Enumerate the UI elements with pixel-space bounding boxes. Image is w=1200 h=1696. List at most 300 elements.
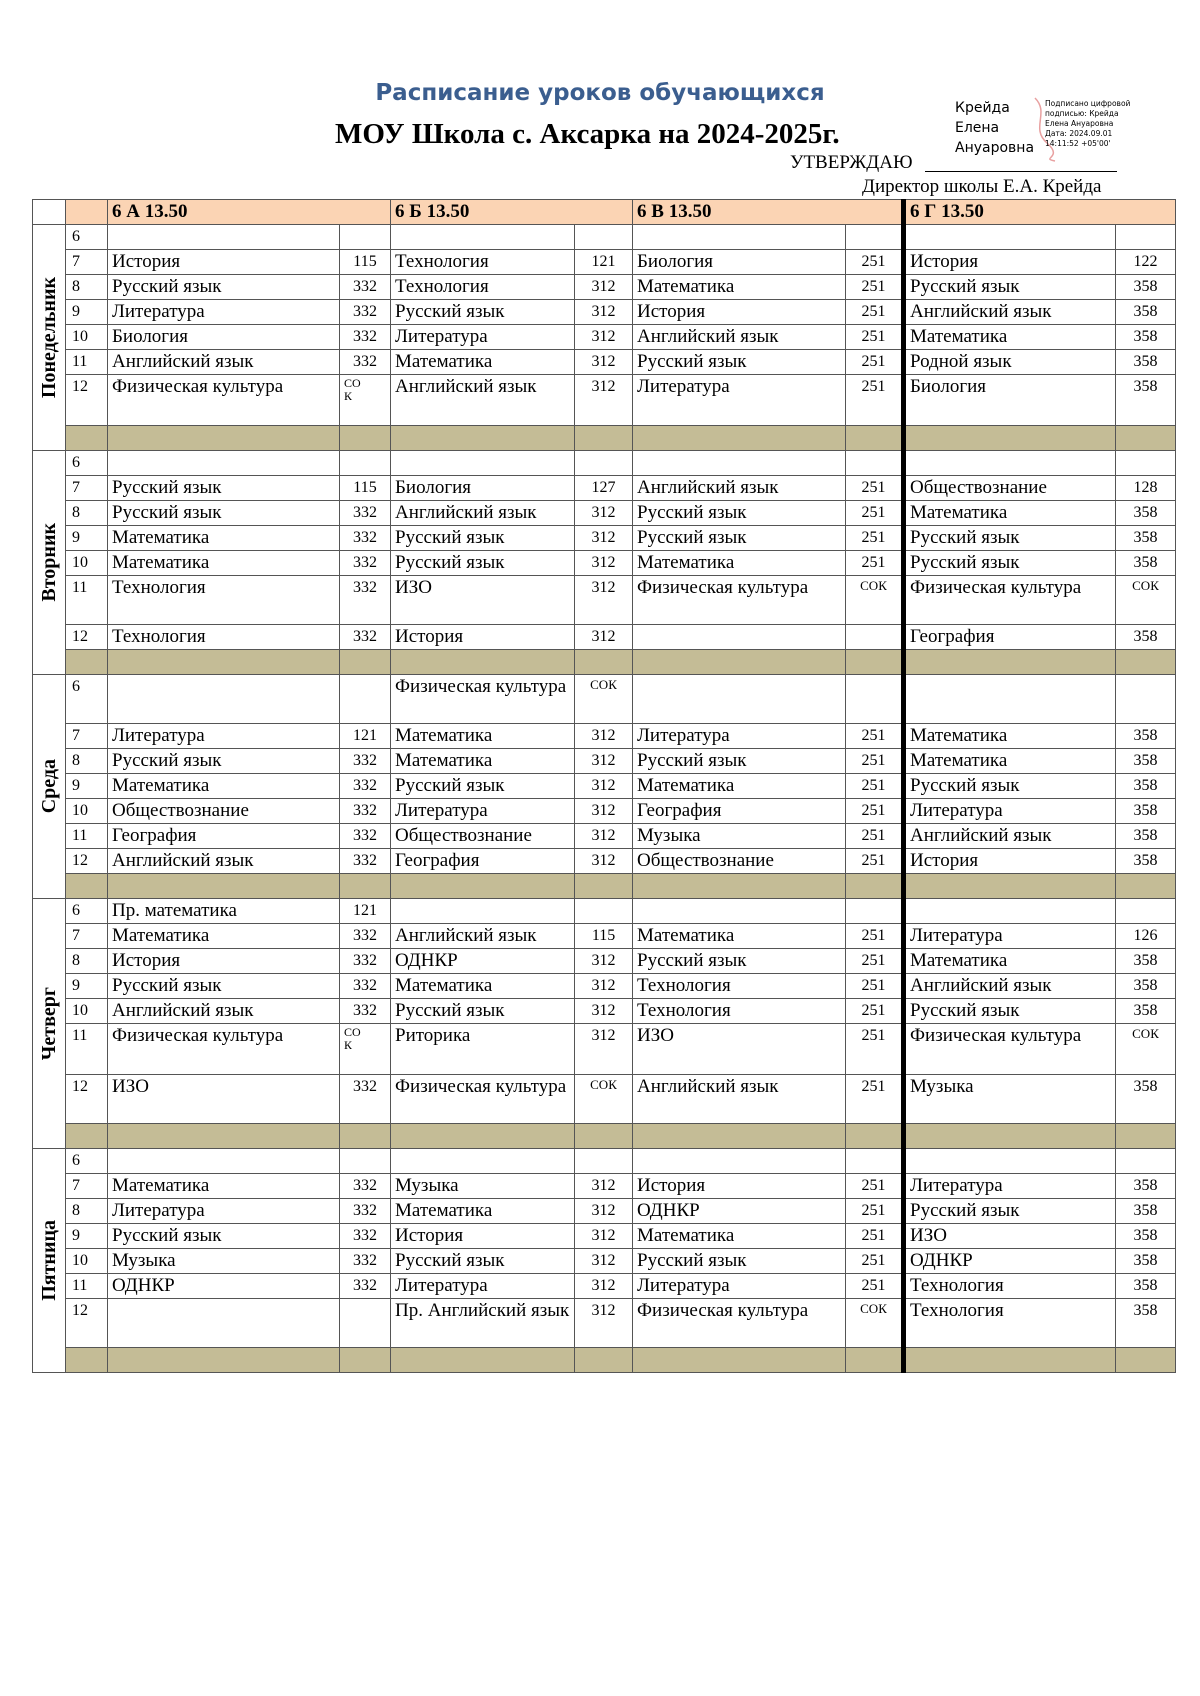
room-cell: СО К xyxy=(340,375,391,426)
separator-cell xyxy=(904,1124,1116,1149)
lesson-number: 9 xyxy=(66,974,108,999)
lesson-number: 11 xyxy=(66,1274,108,1299)
room-cell: 312 xyxy=(575,325,633,350)
room-cell: 332 xyxy=(340,1224,391,1249)
room-cell xyxy=(846,625,904,650)
lesson-number: 6 xyxy=(66,451,108,476)
room-cell xyxy=(1116,225,1176,250)
room-cell: 358 xyxy=(1116,350,1176,375)
subject-cell xyxy=(108,675,340,724)
room-cell: 251 xyxy=(846,275,904,300)
room-cell: 332 xyxy=(340,924,391,949)
schedule-title: Расписание уроков обучающихся xyxy=(375,80,825,106)
room-cell: 332 xyxy=(340,325,391,350)
subject-cell: Английский язык xyxy=(108,350,340,375)
lesson-number: 8 xyxy=(66,501,108,526)
separator-cell xyxy=(904,874,1116,899)
subject-cell: История xyxy=(108,250,340,275)
digital-signature-details xyxy=(1045,99,1175,149)
subject-cell: Русский язык xyxy=(108,275,340,300)
lesson-number: 10 xyxy=(66,799,108,824)
lesson-number: 10 xyxy=(66,325,108,350)
room-cell: 332 xyxy=(340,1075,391,1124)
room-cell: 332 xyxy=(340,1249,391,1274)
subject-cell: История xyxy=(904,250,1116,275)
subject-cell: Математика xyxy=(108,1174,340,1199)
room-cell: 358 xyxy=(1116,724,1176,749)
subject-cell xyxy=(904,899,1116,924)
room-cell xyxy=(575,451,633,476)
room-cell: 312 xyxy=(575,749,633,774)
room-cell: 332 xyxy=(340,350,391,375)
day-name: Пятница xyxy=(38,1220,60,1301)
subject-cell: Математика xyxy=(633,924,846,949)
day-label-cell xyxy=(33,1149,66,1373)
subject-cell xyxy=(108,1299,340,1348)
subject-cell xyxy=(904,675,1116,724)
room-cell: 115 xyxy=(575,924,633,949)
room-cell: 121 xyxy=(575,250,633,275)
subject-cell: Русский язык xyxy=(391,999,575,1024)
room-cell: 332 xyxy=(340,949,391,974)
lesson-number: 12 xyxy=(66,375,108,426)
class-header: 6 Б 13.50 xyxy=(391,200,633,225)
subject-cell: Обществознание xyxy=(391,824,575,849)
lesson-row xyxy=(33,799,1176,824)
lesson-row xyxy=(33,999,1176,1024)
subject-cell: Физическая культура xyxy=(108,375,340,426)
room-cell: 332 xyxy=(340,275,391,300)
room-cell: 358 xyxy=(1116,526,1176,551)
subject-cell: Литература xyxy=(391,799,575,824)
class-header: 6 А 13.50 xyxy=(108,200,391,225)
subject-cell: Литература xyxy=(108,1199,340,1224)
room-cell: СОК xyxy=(575,675,633,724)
subject-cell xyxy=(391,225,575,250)
room-cell: 358 xyxy=(1116,625,1176,650)
subject-cell: Литература xyxy=(633,1274,846,1299)
subject-cell: История xyxy=(108,949,340,974)
subject-cell xyxy=(904,225,1116,250)
separator-cell xyxy=(391,650,575,675)
separator-cell xyxy=(1116,1124,1176,1149)
subject-cell: Физическая культура xyxy=(108,1024,340,1075)
subject-cell: География xyxy=(904,625,1116,650)
room-cell: 332 xyxy=(340,799,391,824)
subject-cell xyxy=(633,625,846,650)
lesson-row xyxy=(33,924,1176,949)
lesson-number: 8 xyxy=(66,275,108,300)
subject-cell: Русский язык xyxy=(633,949,846,974)
separator-cell xyxy=(1116,650,1176,675)
room-cell: 332 xyxy=(340,300,391,325)
room-cell xyxy=(340,451,391,476)
class-header: 6 В 13.50 xyxy=(633,200,904,225)
separator-cell xyxy=(846,426,904,451)
subject-cell: История xyxy=(391,1224,575,1249)
approve-signature-line xyxy=(925,171,1117,172)
day-separator-row xyxy=(33,1348,1176,1373)
lesson-row xyxy=(33,300,1176,325)
lesson-row xyxy=(33,1075,1176,1124)
lesson-row xyxy=(33,1224,1176,1249)
subject-cell: География xyxy=(108,824,340,849)
room-cell: 251 xyxy=(846,1224,904,1249)
subject-cell: Математика xyxy=(904,724,1116,749)
lesson-row xyxy=(33,749,1176,774)
subject-cell: Риторика xyxy=(391,1024,575,1075)
room-cell: 251 xyxy=(846,325,904,350)
separator-cell xyxy=(846,1124,904,1149)
subject-cell: Английский язык xyxy=(391,924,575,949)
room-cell: СОК xyxy=(575,1075,633,1124)
room-cell: 358 xyxy=(1116,999,1176,1024)
lesson-row xyxy=(33,625,1176,650)
separator-cell xyxy=(108,874,340,899)
subject-cell: Технология xyxy=(633,974,846,999)
separator-cell xyxy=(904,426,1116,451)
room-cell: 312 xyxy=(575,974,633,999)
subject-cell: Русский язык xyxy=(391,1249,575,1274)
room-cell: 312 xyxy=(575,526,633,551)
room-cell: 312 xyxy=(575,774,633,799)
room-cell: 251 xyxy=(846,1249,904,1274)
lesson-number: 7 xyxy=(66,1174,108,1199)
room-cell: 332 xyxy=(340,625,391,650)
lesson-row xyxy=(33,1174,1176,1199)
separator-cell xyxy=(633,426,846,451)
room-cell: 251 xyxy=(846,551,904,576)
signature-detail-line: Дата: 2024.09.01 xyxy=(1045,129,1113,138)
room-cell xyxy=(340,225,391,250)
subject-cell: Математика xyxy=(633,1224,846,1249)
separator-cell xyxy=(66,1348,108,1373)
lesson-number: 7 xyxy=(66,924,108,949)
separator-cell xyxy=(340,650,391,675)
day-separator-row xyxy=(33,1124,1176,1149)
subject-cell: Английский язык xyxy=(108,849,340,874)
subject-cell: Физическая культура xyxy=(633,1299,846,1348)
subject-cell: Обществознание xyxy=(904,476,1116,501)
subject-cell: Математика xyxy=(904,325,1116,350)
day-name: Вторник xyxy=(38,523,60,602)
subject-cell: Литература xyxy=(904,924,1116,949)
separator-cell xyxy=(633,1348,846,1373)
subject-cell: Математика xyxy=(904,949,1116,974)
separator-cell xyxy=(575,650,633,675)
room-cell: 358 xyxy=(1116,501,1176,526)
room-cell: 251 xyxy=(846,974,904,999)
room-cell: 332 xyxy=(340,576,391,625)
separator-cell xyxy=(108,1348,340,1373)
room-cell: 251 xyxy=(846,724,904,749)
lesson-row xyxy=(33,774,1176,799)
room-cell: 358 xyxy=(1116,1174,1176,1199)
room-cell: 358 xyxy=(1116,1199,1176,1224)
lesson-row xyxy=(33,1149,1176,1174)
room-cell: СОК xyxy=(846,1299,904,1348)
subject-cell: Технология xyxy=(391,275,575,300)
subject-cell: Математика xyxy=(633,774,846,799)
subject-cell: ИЗО xyxy=(108,1075,340,1124)
subject-cell: Русский язык xyxy=(108,749,340,774)
room-cell: 251 xyxy=(846,924,904,949)
subject-cell: Русский язык xyxy=(904,774,1116,799)
room-cell: 332 xyxy=(340,1174,391,1199)
subject-cell: Литература xyxy=(904,1174,1116,1199)
lesson-number: 8 xyxy=(66,1199,108,1224)
lesson-number: 11 xyxy=(66,824,108,849)
lesson-number: 11 xyxy=(66,350,108,375)
subject-cell: Биология xyxy=(904,375,1116,426)
signature-name-line: Крейда xyxy=(955,100,1010,116)
subject-cell: Биология xyxy=(391,476,575,501)
separator-cell xyxy=(904,650,1116,675)
subject-cell: ОДНКР xyxy=(904,1249,1116,1274)
day-separator-row xyxy=(33,650,1176,675)
subject-cell xyxy=(633,1149,846,1174)
room-cell xyxy=(846,899,904,924)
signature-detail-line: подписью: Крейда xyxy=(1045,109,1119,118)
room-cell: 126 xyxy=(1116,924,1176,949)
room-cell xyxy=(575,899,633,924)
subject-cell xyxy=(391,899,575,924)
room-cell: 251 xyxy=(846,1199,904,1224)
room-cell: 332 xyxy=(340,824,391,849)
lesson-row xyxy=(33,1199,1176,1224)
subject-cell: Английский язык xyxy=(904,974,1116,999)
room-cell xyxy=(846,451,904,476)
room-cell: 332 xyxy=(340,749,391,774)
separator-cell xyxy=(391,426,575,451)
subject-cell: Технология xyxy=(904,1299,1116,1348)
subject-cell: Пр. Английский язык xyxy=(391,1299,575,1348)
room-cell: 127 xyxy=(575,476,633,501)
subject-cell: Русский язык xyxy=(904,275,1116,300)
separator-cell xyxy=(340,1124,391,1149)
subject-cell: Биология xyxy=(633,250,846,275)
subject-cell: Русский язык xyxy=(108,501,340,526)
subject-cell: Русский язык xyxy=(391,526,575,551)
lesson-row xyxy=(33,576,1176,625)
room-cell: 251 xyxy=(846,774,904,799)
lesson-row xyxy=(33,325,1176,350)
room-cell: 251 xyxy=(846,799,904,824)
lesson-number: 11 xyxy=(66,1024,108,1075)
room-cell: 251 xyxy=(846,1024,904,1075)
subject-cell: ИЗО xyxy=(633,1024,846,1075)
subject-cell: Русский язык xyxy=(633,526,846,551)
subject-cell: ИЗО xyxy=(904,1224,1116,1249)
separator-cell xyxy=(391,874,575,899)
separator-cell xyxy=(108,650,340,675)
room-cell: 122 xyxy=(1116,250,1176,275)
subject-cell: Биология xyxy=(108,325,340,350)
room-cell: 358 xyxy=(1116,551,1176,576)
subject-cell: Английский язык xyxy=(391,375,575,426)
subject-cell xyxy=(108,451,340,476)
room-cell: 312 xyxy=(575,824,633,849)
room-cell: 358 xyxy=(1116,275,1176,300)
day-label-cell xyxy=(33,675,66,899)
lesson-number-header xyxy=(66,200,108,225)
separator-cell xyxy=(66,874,108,899)
subject-cell: Музыка xyxy=(633,824,846,849)
subject-cell xyxy=(391,1149,575,1174)
subject-cell: ОДНКР xyxy=(108,1274,340,1299)
separator-cell xyxy=(391,1124,575,1149)
room-cell: 251 xyxy=(846,300,904,325)
subject-cell: Математика xyxy=(633,551,846,576)
room-cell: 251 xyxy=(846,1274,904,1299)
subject-cell xyxy=(633,899,846,924)
separator-cell xyxy=(575,1124,633,1149)
subject-cell: Физическая культура xyxy=(633,576,846,625)
room-cell: 312 xyxy=(575,350,633,375)
subject-cell: Технология xyxy=(391,250,575,275)
room-cell: 251 xyxy=(846,250,904,275)
day-name: Среда xyxy=(38,759,60,814)
lesson-row xyxy=(33,849,1176,874)
subject-cell: История xyxy=(391,625,575,650)
day-name: Понедельник xyxy=(38,276,60,399)
room-cell: 358 xyxy=(1116,300,1176,325)
subject-cell: Математика xyxy=(633,275,846,300)
separator-cell xyxy=(1116,1348,1176,1373)
room-cell: 251 xyxy=(846,375,904,426)
room-cell: 312 xyxy=(575,1174,633,1199)
separator-cell xyxy=(575,426,633,451)
signature-detail-line: Подписано цифровой xyxy=(1045,99,1131,108)
subject-cell: География xyxy=(633,799,846,824)
lesson-row xyxy=(33,824,1176,849)
room-cell: 332 xyxy=(340,501,391,526)
room-cell: 312 xyxy=(575,501,633,526)
subject-cell: Русский язык xyxy=(904,526,1116,551)
subject-cell xyxy=(633,225,846,250)
subject-cell: Английский язык xyxy=(633,1075,846,1124)
room-cell: 312 xyxy=(575,1274,633,1299)
separator-cell xyxy=(846,874,904,899)
room-cell: 251 xyxy=(846,849,904,874)
subject-cell xyxy=(633,451,846,476)
room-cell: 332 xyxy=(340,974,391,999)
room-cell: 312 xyxy=(575,1299,633,1348)
lesson-number: 7 xyxy=(66,476,108,501)
subject-cell: Русский язык xyxy=(633,749,846,774)
subject-cell: Русский язык xyxy=(108,476,340,501)
separator-cell xyxy=(66,426,108,451)
subject-cell xyxy=(633,675,846,724)
director-label: Директор школы Е.А. Крейда xyxy=(862,176,1102,197)
approve-label: УТВЕРЖДАЮ xyxy=(790,152,913,173)
subject-cell: Русский язык xyxy=(391,300,575,325)
room-cell: 358 xyxy=(1116,974,1176,999)
school-title: МОУ Школа с. Аксарка на 2024-2025г. xyxy=(335,118,840,150)
room-cell xyxy=(340,1299,391,1348)
lesson-number: 9 xyxy=(66,774,108,799)
lesson-row xyxy=(33,899,1176,924)
room-cell: 358 xyxy=(1116,749,1176,774)
room-cell: 358 xyxy=(1116,824,1176,849)
lesson-number: 12 xyxy=(66,625,108,650)
subject-cell: Английский язык xyxy=(108,999,340,1024)
subject-cell: Русский язык xyxy=(904,999,1116,1024)
room-cell: 358 xyxy=(1116,949,1176,974)
lesson-row xyxy=(33,476,1176,501)
day-name: Четверг xyxy=(38,986,60,1061)
lesson-number: 12 xyxy=(66,849,108,874)
class-header: 6 Г 13.50 xyxy=(904,200,1176,225)
subject-cell: Математика xyxy=(391,724,575,749)
subject-cell: Музыка xyxy=(391,1174,575,1199)
signature-detail-line: 14:11:52 +05'00' xyxy=(1045,139,1111,148)
lesson-number: 7 xyxy=(66,724,108,749)
subject-cell: Физическая культура xyxy=(391,675,575,724)
lesson-row xyxy=(33,526,1176,551)
subject-cell: Русский язык xyxy=(904,1199,1116,1224)
lesson-row xyxy=(33,551,1176,576)
separator-cell xyxy=(846,650,904,675)
room-cell: 251 xyxy=(846,501,904,526)
room-cell: 312 xyxy=(575,849,633,874)
subject-cell xyxy=(904,1149,1116,1174)
room-cell xyxy=(1116,675,1176,724)
room-cell: 312 xyxy=(575,799,633,824)
subject-cell: Русский язык xyxy=(633,1249,846,1274)
subject-cell: Русский язык xyxy=(391,774,575,799)
subject-cell: Музыка xyxy=(904,1075,1116,1124)
day-separator-row xyxy=(33,874,1176,899)
room-cell: 358 xyxy=(1116,325,1176,350)
lesson-row xyxy=(33,974,1176,999)
separator-cell xyxy=(633,1124,846,1149)
day-separator-row xyxy=(33,426,1176,451)
signature-name-line: Елена xyxy=(955,120,1000,136)
subject-cell: Родной язык xyxy=(904,350,1116,375)
subject-cell: Математика xyxy=(391,350,575,375)
subject-cell: Физическая культура xyxy=(391,1075,575,1124)
lesson-row xyxy=(33,275,1176,300)
lesson-row xyxy=(33,451,1176,476)
room-cell: 251 xyxy=(846,526,904,551)
separator-cell xyxy=(904,1348,1116,1373)
lesson-number: 6 xyxy=(66,899,108,924)
subject-cell: Русский язык xyxy=(633,501,846,526)
lesson-row xyxy=(33,1024,1176,1075)
room-cell: 312 xyxy=(575,1224,633,1249)
room-cell: 251 xyxy=(846,476,904,501)
room-cell: 251 xyxy=(846,1174,904,1199)
separator-cell xyxy=(1116,426,1176,451)
subject-cell: История xyxy=(633,1174,846,1199)
separator-cell xyxy=(575,874,633,899)
lesson-row xyxy=(33,350,1176,375)
lesson-number: 10 xyxy=(66,551,108,576)
lesson-row xyxy=(33,1299,1176,1348)
room-cell xyxy=(575,225,633,250)
lesson-number: 8 xyxy=(66,949,108,974)
signature-name-line: Ануаровна xyxy=(955,140,1035,156)
separator-cell xyxy=(108,426,340,451)
room-cell: 312 xyxy=(575,375,633,426)
room-cell: 358 xyxy=(1116,849,1176,874)
subject-cell: Русский язык xyxy=(391,551,575,576)
day-label-cell xyxy=(33,225,66,451)
separator-cell xyxy=(846,1348,904,1373)
separator-cell xyxy=(340,874,391,899)
room-cell xyxy=(846,225,904,250)
